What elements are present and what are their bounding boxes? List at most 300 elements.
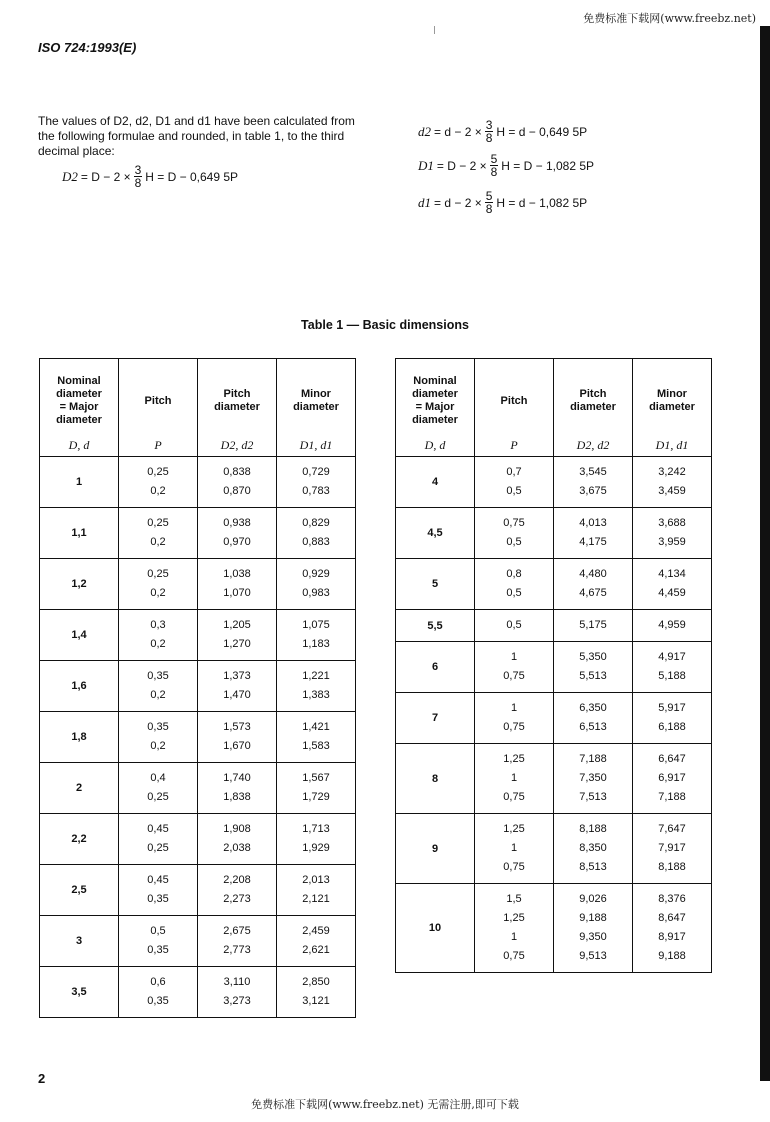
nominal-diameter-cell: 2 <box>40 763 119 814</box>
formula-rhs: H = D − 1,082 5P <box>501 158 595 173</box>
watermark-top: 免费标准下载网(www.freebz.net) <box>583 12 756 25</box>
pitch-cell <box>119 610 198 661</box>
nominal-diameter-cell: 4,5 <box>396 508 475 559</box>
minor-cell <box>633 559 712 610</box>
cell-value: 0,5 <box>506 587 522 599</box>
header-line: = Major <box>415 401 455 413</box>
cell-value: 1 <box>510 772 518 784</box>
cell-value: 1,567 <box>302 772 330 784</box>
cell-value: 4,917 <box>658 651 686 663</box>
cell-value: 2,013 <box>302 874 330 886</box>
pitch-dia-cell <box>554 559 633 610</box>
table-row <box>396 814 712 884</box>
cell-value: 1,183 <box>302 638 330 650</box>
formula-op: = D − 2 × <box>80 169 131 184</box>
cell-value: 5,917 <box>658 702 686 714</box>
cell-value: 0,75 <box>503 861 525 873</box>
cell-value: 1,373 <box>223 670 251 682</box>
header-line: = Major <box>59 401 99 413</box>
header-line: diameter <box>56 414 102 426</box>
header-nominal-diameter <box>40 359 119 457</box>
cell-value: 3,121 <box>302 995 330 1007</box>
cell-value: 1,838 <box>223 791 251 803</box>
cell-value: 6,647 <box>658 753 686 765</box>
page-edge-bar <box>760 26 770 1081</box>
cell-value: 1,573 <box>223 721 251 733</box>
header-line: Nominal <box>413 375 457 387</box>
cell-value: 0,4 <box>150 772 166 784</box>
pitch-dia-cell <box>198 967 277 1018</box>
pitch-cell <box>119 916 198 967</box>
pitch-dia-cell <box>198 916 277 967</box>
nominal-diameter-cell: 3 <box>40 916 119 967</box>
basic-dimensions-table-left <box>39 358 356 1018</box>
cell-value: 0,829 <box>302 517 330 529</box>
minor-cell <box>277 457 356 508</box>
intro-paragraph: The values of D2, d2, D1 and d1 have been calculated from the following formulae and rounded, in table 1, to the third decimal place: <box>38 114 355 158</box>
cell-value: 2,121 <box>302 893 330 905</box>
header-pitch <box>119 359 198 457</box>
header-line: diameter <box>649 401 695 413</box>
table-row <box>40 814 356 865</box>
minor-cell <box>633 642 712 693</box>
pitch-cell <box>475 642 554 693</box>
pitch-dia-cell <box>554 814 633 884</box>
cell-value: 1,070 <box>223 587 251 599</box>
formula-op: = d − 2 × <box>434 195 482 210</box>
header-line: diameter <box>293 401 339 413</box>
cell-value: 4,959 <box>658 619 686 631</box>
cell-value: 0,35 <box>147 670 169 682</box>
fraction-numerator: 5 <box>490 152 498 166</box>
fraction-numerator: 3 <box>134 163 142 177</box>
minor-cell <box>633 693 712 744</box>
cell-value: 9,026 <box>579 893 607 905</box>
cell-value: 4,013 <box>579 517 607 529</box>
cell-value: 3,459 <box>658 485 686 497</box>
scan-tick-mark <box>434 26 435 34</box>
minor-cell <box>277 508 356 559</box>
cell-value: 0,8 <box>506 568 522 580</box>
pitch-dia-cell <box>554 744 633 814</box>
table-body-left <box>40 457 356 1018</box>
cell-value: 0,25 <box>147 568 169 580</box>
table-row <box>396 508 712 559</box>
pitch-cell <box>475 814 554 884</box>
cell-value: 2,208 <box>223 874 251 886</box>
cell-value: 0,983 <box>302 587 330 599</box>
cell-value: 7,350 <box>579 772 607 784</box>
cell-value: 1,421 <box>302 721 330 733</box>
fraction-denominator: 8 <box>485 202 493 216</box>
fraction-denominator: 8 <box>485 131 493 145</box>
cell-value: 1,713 <box>302 823 330 835</box>
cell-value: 0,938 <box>223 517 251 529</box>
pitch-dia-cell <box>198 559 277 610</box>
cell-value: 1,740 <box>223 772 251 784</box>
cell-value: 1,729 <box>302 791 330 803</box>
cell-value: 0,75 <box>503 517 525 529</box>
cell-value: 8,513 <box>579 861 607 873</box>
cell-value: 0,5 <box>150 925 166 937</box>
cell-value: 1,908 <box>223 823 251 835</box>
header-symbol: D1, d1 <box>655 438 689 452</box>
pitch-cell <box>119 865 198 916</box>
table-row <box>40 559 356 610</box>
minor-cell <box>277 916 356 967</box>
cell-value: 3,110 <box>223 976 251 988</box>
cell-value: 2,038 <box>223 842 251 854</box>
pitch-cell <box>119 661 198 712</box>
watermark-bottom: 免费标准下载网(www.freebz.net) 无需注册,即可下载 <box>251 1098 519 1111</box>
header-symbol: D2, d2 <box>220 438 254 452</box>
table-row <box>40 967 356 1018</box>
formula-op: = D − 2 × <box>436 158 487 173</box>
cell-value: 0,25 <box>147 791 169 803</box>
cell-value: 1,270 <box>223 638 251 650</box>
table-row <box>40 661 356 712</box>
cell-value: 9,513 <box>579 950 607 962</box>
formula-lhs: d1 <box>418 194 431 210</box>
minor-cell <box>633 457 712 508</box>
cell-value: 1,670 <box>223 740 251 752</box>
cell-value: 5,188 <box>658 670 686 682</box>
header-symbol: P <box>154 438 162 452</box>
cell-value: 7,513 <box>579 791 607 803</box>
pitch-cell <box>475 744 554 814</box>
pitch-cell <box>475 884 554 973</box>
cell-value: 0,970 <box>223 536 251 548</box>
pitch-dia-cell <box>198 508 277 559</box>
header-symbol: D, d <box>424 438 446 452</box>
pitch-cell <box>475 693 554 744</box>
header-line: diameter <box>214 401 260 413</box>
cell-value: 4,175 <box>579 536 607 548</box>
cell-value: 0,7 <box>506 466 522 478</box>
cell-value: 2,459 <box>302 925 330 937</box>
cell-value: 6,350 <box>579 702 607 714</box>
cell-value: 1,5 <box>506 893 522 905</box>
header-line: Minor <box>657 388 687 400</box>
minor-cell <box>277 559 356 610</box>
cell-value: 1,25 <box>503 753 525 765</box>
cell-value: 0,25 <box>147 517 169 529</box>
cell-value: 0,783 <box>302 485 330 497</box>
formula-rhs: H = D − 0,649 5P <box>145 169 239 184</box>
header-pitch-diameter <box>554 359 633 457</box>
header-line: diameter <box>412 414 458 426</box>
pitch-cell <box>119 712 198 763</box>
cell-value: 8,647 <box>658 912 686 924</box>
table-row <box>40 508 356 559</box>
header-line: Minor <box>301 388 331 400</box>
table-row <box>40 457 356 508</box>
cell-value: 1 <box>510 702 518 714</box>
cell-value: 7,917 <box>658 842 686 854</box>
header-line: Nominal <box>57 375 101 387</box>
nominal-diameter-cell: 5 <box>396 559 475 610</box>
minor-cell <box>277 967 356 1018</box>
pitch-dia-cell <box>198 865 277 916</box>
cell-value: 0,25 <box>147 842 169 854</box>
minor-cell <box>277 661 356 712</box>
header-line: diameter <box>570 401 616 413</box>
pitch-cell <box>475 610 554 642</box>
cell-value: 1,221 <box>302 670 330 682</box>
cell-value: 8,376 <box>658 893 686 905</box>
header-line: diameter <box>412 388 458 400</box>
header-symbol: D2, d2 <box>576 438 610 452</box>
cell-value: 0,5 <box>506 619 522 631</box>
cell-value: 0,75 <box>503 721 525 733</box>
cell-value: 5,350 <box>579 651 607 663</box>
table-row <box>40 916 356 967</box>
nominal-diameter-cell: 1,1 <box>40 508 119 559</box>
cell-value: 4,134 <box>658 568 686 580</box>
cell-value: 0,75 <box>503 950 525 962</box>
nominal-diameter-cell: 1,4 <box>40 610 119 661</box>
cell-value: 0,2 <box>150 638 166 650</box>
nominal-diameter-cell: 1,6 <box>40 661 119 712</box>
cell-value: 1,383 <box>302 689 330 701</box>
cell-value: 0,929 <box>302 568 330 580</box>
minor-cell <box>633 508 712 559</box>
minor-cell <box>277 865 356 916</box>
cell-value: 2,273 <box>223 893 251 905</box>
cell-value: 0,35 <box>147 721 169 733</box>
table-row <box>40 763 356 814</box>
pitch-cell <box>475 457 554 508</box>
minor-cell <box>277 712 356 763</box>
cell-value: 0,6 <box>150 976 166 988</box>
fraction-denominator: 8 <box>490 165 498 179</box>
header-line: Pitch <box>144 394 172 407</box>
cell-value: 0,25 <box>147 466 169 478</box>
cell-value: 1,075 <box>302 619 330 631</box>
pitch-cell <box>119 814 198 865</box>
cell-value: 8,917 <box>658 931 686 943</box>
cell-value: 6,917 <box>658 772 686 784</box>
cell-value: 0,35 <box>147 944 169 956</box>
nominal-diameter-cell: 6 <box>396 642 475 693</box>
nominal-diameter-cell: 10 <box>396 884 475 973</box>
cell-value: 7,188 <box>579 753 607 765</box>
page-number: 2 <box>38 1071 46 1086</box>
minor-cell <box>633 814 712 884</box>
cell-value: 8,188 <box>658 861 686 873</box>
pitch-cell <box>475 559 554 610</box>
fraction-numerator: 3 <box>485 118 493 132</box>
cell-value: 4,675 <box>579 587 607 599</box>
header-pitch <box>475 359 554 457</box>
cell-value: 2,621 <box>302 944 330 956</box>
cell-value: 0,729 <box>302 466 330 478</box>
pitch-dia-cell <box>554 693 633 744</box>
cell-value: 0,2 <box>150 587 166 599</box>
header-line: diameter <box>56 388 102 400</box>
basic-dimensions-table-right <box>395 358 712 973</box>
formula-lhs: d2 <box>418 123 431 139</box>
cell-value: 5,175 <box>579 619 607 631</box>
cell-value: 1 <box>510 931 518 943</box>
table-row <box>396 610 712 642</box>
cell-value: 0,883 <box>302 536 330 548</box>
cell-value: 7,188 <box>658 791 686 803</box>
nominal-diameter-cell: 2,5 <box>40 865 119 916</box>
formula-D1 <box>418 153 594 178</box>
table-row <box>396 642 712 693</box>
cell-value: 2,773 <box>223 944 251 956</box>
cell-value: 3,545 <box>579 466 607 478</box>
table-row <box>396 884 712 973</box>
minor-cell <box>633 884 712 973</box>
nominal-diameter-cell: 8 <box>396 744 475 814</box>
header-pitch-diameter <box>198 359 277 457</box>
formula-lhs: D1 <box>418 157 434 173</box>
fraction-denominator: 8 <box>134 176 142 190</box>
minor-cell <box>633 610 712 642</box>
nominal-diameter-cell: 9 <box>396 814 475 884</box>
formula-lhs: D2 <box>62 168 78 184</box>
cell-value: 3,688 <box>658 517 686 529</box>
cell-value: 0,2 <box>150 485 166 497</box>
pitch-dia-cell <box>198 457 277 508</box>
header-line: Pitch <box>500 394 528 407</box>
cell-value: 9,188 <box>579 912 607 924</box>
pitch-dia-cell <box>198 610 277 661</box>
fraction <box>490 153 499 178</box>
pitch-dia-cell <box>198 814 277 865</box>
pitch-dia-cell <box>554 508 633 559</box>
cell-value: 7,647 <box>658 823 686 835</box>
cell-value: 2,850 <box>302 976 330 988</box>
table-row <box>40 865 356 916</box>
table-row <box>396 693 712 744</box>
table-row <box>396 559 712 610</box>
pitch-cell <box>119 967 198 1018</box>
pitch-dia-cell <box>198 661 277 712</box>
cell-value: 1 <box>510 842 518 854</box>
cell-value: 5,513 <box>579 670 607 682</box>
nominal-diameter-cell: 4 <box>396 457 475 508</box>
pitch-cell <box>119 508 198 559</box>
cell-value: 1,25 <box>503 912 525 924</box>
cell-value: 0,3 <box>150 619 166 631</box>
cell-value: 1,929 <box>302 842 330 854</box>
cell-value: 0,35 <box>147 995 169 1007</box>
cell-value: 0,5 <box>506 536 522 548</box>
cell-value: 0,838 <box>223 466 251 478</box>
minor-cell <box>277 814 356 865</box>
table-row <box>396 457 712 508</box>
cell-value: 1,038 <box>223 568 251 580</box>
header-symbol: D1, d1 <box>299 438 333 452</box>
formula-d1 <box>418 190 587 215</box>
minor-cell <box>277 763 356 814</box>
formula-op: = d − 2 × <box>434 124 482 139</box>
cell-value: 3,675 <box>579 485 607 497</box>
cell-value: 0,45 <box>147 874 169 886</box>
nominal-diameter-cell: 1 <box>40 457 119 508</box>
pitch-dia-cell <box>554 610 633 642</box>
cell-value: 1,470 <box>223 689 251 701</box>
pitch-dia-cell <box>554 642 633 693</box>
cell-value: 1 <box>510 651 518 663</box>
nominal-diameter-cell: 1,8 <box>40 712 119 763</box>
cell-value: 6,513 <box>579 721 607 733</box>
cell-value: 9,188 <box>658 950 686 962</box>
cell-value: 6,188 <box>658 721 686 733</box>
cell-value: 3,273 <box>223 995 251 1007</box>
cell-value: 0,5 <box>506 485 522 497</box>
cell-value: 1,583 <box>302 740 330 752</box>
pitch-cell <box>119 559 198 610</box>
cell-value: 3,959 <box>658 536 686 548</box>
fraction <box>485 119 494 144</box>
header-line: Pitch <box>579 388 607 400</box>
formula-rhs: H = d − 0,649 5P <box>496 124 588 139</box>
cell-value: 8,188 <box>579 823 607 835</box>
formula-D2 <box>62 164 238 189</box>
header-line: Pitch <box>223 388 251 400</box>
minor-cell <box>633 744 712 814</box>
table-row <box>40 610 356 661</box>
cell-value: 3,242 <box>658 466 686 478</box>
cell-value: 0,45 <box>147 823 169 835</box>
nominal-diameter-cell: 2,2 <box>40 814 119 865</box>
table-row <box>40 712 356 763</box>
cell-value: 0,2 <box>150 740 166 752</box>
nominal-diameter-cell: 3,5 <box>40 967 119 1018</box>
header-minor-diameter <box>277 359 356 457</box>
pitch-dia-cell <box>554 457 633 508</box>
cell-value: 0,75 <box>503 670 525 682</box>
header-minor-diameter <box>633 359 712 457</box>
cell-value: 9,350 <box>579 931 607 943</box>
cell-value: 4,459 <box>658 587 686 599</box>
cell-value: 8,350 <box>579 842 607 854</box>
pitch-dia-cell <box>198 763 277 814</box>
cell-value: 0,35 <box>147 893 169 905</box>
fraction-numerator: 5 <box>485 189 493 203</box>
table-caption: Table 1 — Basic dimensions <box>301 318 469 332</box>
document-id: ISO 724:1993(E) <box>38 40 137 55</box>
fraction <box>134 164 143 189</box>
pitch-cell <box>119 763 198 814</box>
minor-cell <box>277 610 356 661</box>
nominal-diameter-cell: 5,5 <box>396 610 475 642</box>
nominal-diameter-cell: 7 <box>396 693 475 744</box>
formula-rhs: H = d − 1,082 5P <box>496 195 588 210</box>
cell-value: 1,205 <box>223 619 251 631</box>
pitch-dia-cell <box>554 884 633 973</box>
header-symbol: P <box>510 438 518 452</box>
table-body-right <box>396 457 712 973</box>
cell-value: 4,480 <box>579 568 607 580</box>
cell-value: 0,2 <box>150 536 166 548</box>
table-row <box>396 744 712 814</box>
header-nominal-diameter <box>396 359 475 457</box>
fraction <box>485 190 494 215</box>
pitch-dia-cell <box>198 712 277 763</box>
nominal-diameter-cell: 1,2 <box>40 559 119 610</box>
header-symbol: D, d <box>68 438 90 452</box>
cell-value: 1,25 <box>503 823 525 835</box>
formula-d2 <box>418 119 587 144</box>
cell-value: 0,75 <box>503 791 525 803</box>
cell-value: 0,870 <box>223 485 251 497</box>
pitch-cell <box>119 457 198 508</box>
